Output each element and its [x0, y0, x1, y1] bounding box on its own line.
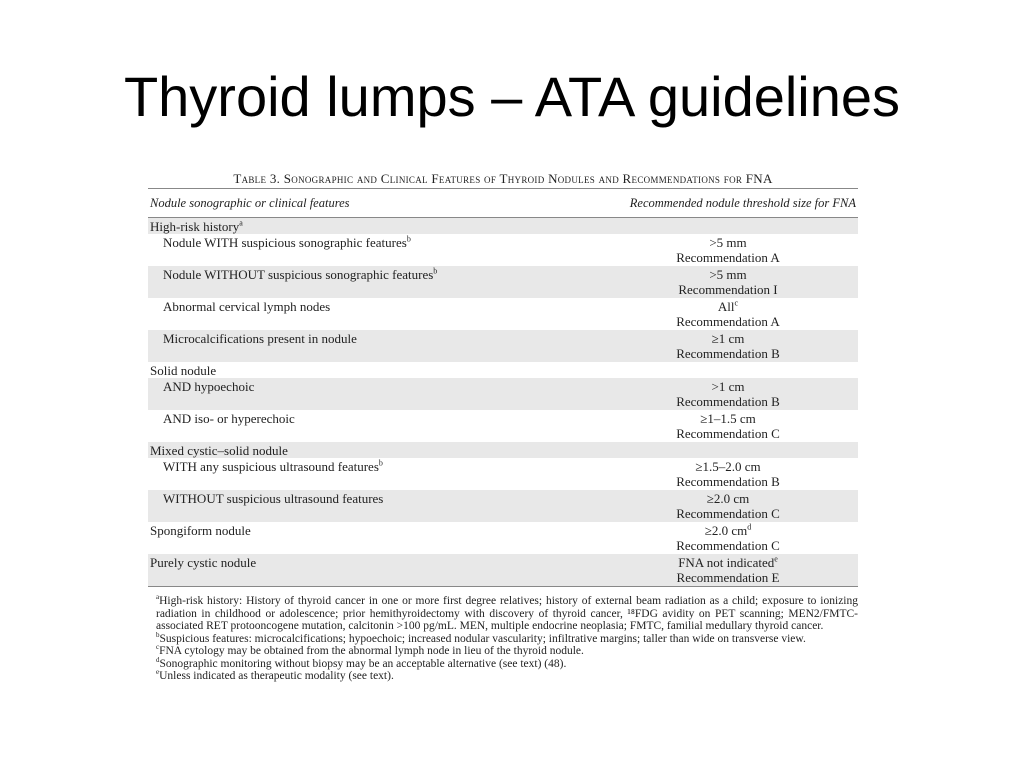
threshold-size: FNA not indicated	[678, 555, 775, 570]
footnote-mark: e	[156, 668, 160, 677]
row-feature	[148, 522, 638, 554]
row-threshold	[638, 458, 818, 490]
table-row	[148, 410, 858, 442]
row-threshold	[638, 218, 818, 234]
bottom-rule	[148, 586, 858, 587]
threshold-size: >1 cm	[711, 379, 745, 394]
recommendation-grade: Recommendation C	[676, 426, 780, 441]
row-feature-text: Solid nodule	[150, 363, 217, 378]
threshold-size: ≥1–1.5 cm	[700, 411, 756, 426]
row-feature-text: WITHOUT suspicious ultrasound features	[163, 491, 384, 506]
row-threshold	[638, 442, 818, 458]
footnote-mark: a	[156, 593, 160, 602]
row-threshold	[638, 266, 818, 298]
row-feature	[148, 234, 638, 266]
recommendation-grade: Recommendation E	[676, 570, 780, 585]
recommendation-grade: Recommendation B	[676, 474, 780, 489]
row-feature-text: Abnormal cervical lymph nodes	[163, 299, 331, 314]
table-caption-text: Sonographic and Clinical Features of Thyroid Nodules and Recommendations for FNA	[283, 171, 773, 186]
row-feature-text: AND hypoechoic	[163, 379, 255, 394]
footnote-marker: b	[378, 458, 383, 468]
row-threshold	[638, 298, 818, 330]
footnote-marker: d	[747, 522, 752, 532]
footnote	[148, 595, 858, 633]
row-threshold	[638, 330, 818, 362]
table-row	[148, 458, 858, 490]
table-row	[148, 234, 858, 266]
footnote-text: Unless indicated as therapeutic modality (see text).	[159, 670, 394, 682]
row-feature	[148, 378, 638, 410]
row-threshold	[638, 378, 818, 410]
table-row	[148, 218, 858, 234]
footnote	[148, 630, 858, 646]
threshold-size: ≥2.0 cm	[704, 523, 748, 538]
footnote	[148, 670, 858, 683]
table-row	[148, 522, 858, 554]
threshold-size: ≥1 cm	[711, 331, 745, 346]
threshold-size: All	[717, 299, 735, 314]
table-caption	[148, 170, 858, 188]
recommendation-grade: Recommendation B	[676, 394, 780, 409]
row-threshold	[638, 234, 818, 266]
threshold-size: >5 mm	[709, 267, 747, 282]
footnote-mark: c	[156, 643, 160, 652]
table-body	[148, 218, 858, 586]
row-feature-text: Mixed cystic–solid nodule	[150, 443, 288, 458]
recommendation-table	[148, 170, 858, 683]
row-feature-text: Purely cystic nodule	[150, 555, 257, 570]
row-threshold	[638, 522, 818, 554]
footnote-text: FNA cytology may be obtained from the abnormal lymph node in lieu of the thyroid nodule.	[159, 645, 584, 657]
row-feature	[148, 554, 638, 586]
footnote-text: Sonographic monitoring without biopsy may be an acceptable alternative (see text) (48).	[159, 657, 567, 670]
footnote-mark: d	[156, 655, 160, 664]
header-threshold: Recommended nodule threshold size for FNA	[629, 196, 856, 210]
header-features: Nodule sonographic or clinical features	[150, 196, 350, 210]
row-threshold	[638, 410, 818, 442]
table-row	[148, 266, 858, 298]
row-threshold	[638, 490, 818, 522]
row-feature-text: Spongiform nodule	[150, 523, 251, 538]
row-feature-text: Nodule WITHOUT suspicious sonographic features	[163, 267, 434, 282]
footnote	[148, 655, 858, 671]
row-feature	[148, 298, 638, 330]
table-row	[148, 298, 858, 330]
row-feature	[148, 266, 638, 298]
threshold-size: >5 mm	[709, 235, 747, 250]
row-feature	[148, 490, 638, 522]
recommendation-grade: Recommendation C	[676, 538, 780, 553]
recommendation-grade: Recommendation B	[676, 346, 780, 361]
threshold-size: ≥2.0 cm	[706, 491, 750, 506]
table-row	[148, 442, 858, 458]
footnote-marker: c	[734, 298, 739, 308]
row-feature	[148, 442, 638, 458]
table-row	[148, 554, 858, 586]
footnote	[148, 645, 858, 658]
footnote-text: Suspicious features: microcalcifications; hypoechoic; increased nodular vascularity; infiltrative margins; taller than wide on transverse view.	[159, 632, 806, 645]
footnote-text: High-risk history: History of thyroid cancer in one or more first degree relatives; history of external beam radiation as a child; exposure to ionizing radiation in childhood or adolescence; prior hemithyroidectomy with discovery of thyroid cancer, ¹⁸FDG avidity on PET scanning; MEN2/FMTC-associated RET protooncogene mutation, calcitonin >100 pg/mL. MEN, multiple endocrine neoplasia; FMTC, familial medullary thyroid cancer.	[156, 595, 858, 632]
table-row	[148, 362, 858, 378]
footnote-marker: b	[406, 234, 411, 244]
row-threshold	[638, 362, 818, 378]
recommendation-grade: Recommendation A	[676, 250, 780, 265]
recommendation-grade: Recommendation A	[676, 314, 780, 329]
row-feature	[148, 330, 638, 362]
recommendation-grade: Recommendation I	[678, 282, 778, 297]
footnote-marker: e	[774, 554, 778, 564]
row-feature	[148, 362, 638, 378]
row-feature	[148, 218, 638, 234]
row-feature	[148, 458, 638, 490]
table-footnotes	[148, 595, 858, 683]
table-row	[148, 378, 858, 410]
footnote-marker: b	[433, 266, 438, 276]
slide-title: Thyroid lumps – ATA guidelines	[123, 65, 901, 128]
table-row	[148, 330, 858, 362]
footnote-marker: a	[239, 218, 243, 228]
table-row	[148, 490, 858, 522]
row-feature-text: AND iso- or hyperechoic	[163, 411, 295, 426]
row-feature-text: Nodule WITH suspicious sonographic features	[163, 235, 407, 250]
row-feature-text: WITH any suspicious ultrasound features	[163, 459, 379, 474]
row-feature	[148, 410, 638, 442]
table-header	[148, 189, 858, 217]
row-threshold	[638, 554, 818, 586]
row-feature-text: High-risk history	[150, 219, 240, 234]
recommendation-grade: Recommendation C	[676, 506, 780, 521]
table-caption-prefix: Table 3.	[233, 171, 281, 186]
threshold-size: ≥1.5–2.0 cm	[695, 459, 761, 474]
row-feature-text: Microcalcifications present in nodule	[163, 331, 357, 346]
footnote-mark: b	[156, 630, 160, 639]
